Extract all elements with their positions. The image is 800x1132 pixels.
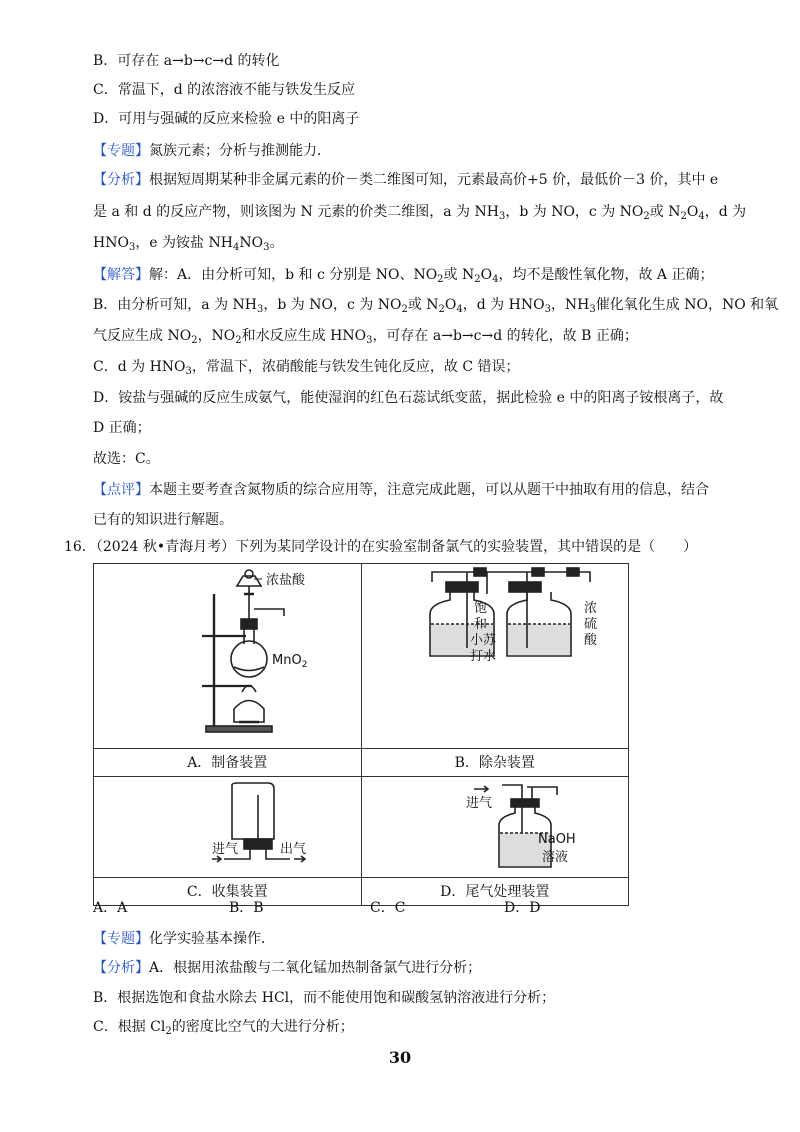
text-run: 解：A．由分析可知，b 和 c 分别是 NO、NO [149, 267, 438, 283]
text-run: ，d 为 [704, 204, 747, 220]
subscript: 3 [589, 304, 596, 315]
figure-d-cell [361, 777, 629, 878]
subscript: 2 [235, 335, 242, 346]
apparatus-table [93, 563, 629, 906]
answer-option-c: C．C [370, 900, 406, 916]
analysis-text: 根据短周期某种非金属元素的价－类二维图可知，元素最高价+5 价，最低价－3 价，其中 e [149, 172, 719, 188]
figure-b-caption: B．除杂装置 [361, 749, 629, 777]
figure-c-collection-apparatus [94, 777, 361, 873]
subscript: 4 [698, 211, 705, 222]
option-d: D．可用与强碱的反应来检验 e 中的阳离子 [93, 111, 360, 127]
label-gas-in: 进气 [212, 842, 239, 857]
answer-option-a: A．A [93, 900, 128, 916]
subscript: 3 [128, 242, 136, 253]
option-b: B．可存在 a→b→c→d 的转化 [93, 53, 280, 69]
subscript: 4 [456, 304, 463, 315]
subscript: 2 [165, 1026, 172, 1037]
figure-a-cell [94, 564, 362, 749]
solution-topic-tag: 【专题】 [93, 931, 149, 947]
text-run: HNO [93, 235, 129, 251]
text-run: ，均不是酸性氧化物，故 A 正确； [498, 267, 714, 283]
figure-a-generation-apparatus [94, 564, 361, 744]
answer-line-d2: D 正确； [93, 420, 151, 436]
text-run: ，NH [550, 297, 590, 313]
label-bottle1-line4: 打水 [469, 649, 496, 664]
analysis-line-3 [93, 233, 283, 253]
solution-analysis-line-b: B．根据选饱和食盐水除去 HCl，而不能使用饱和碳酸氢钠溶液进行分析； [93, 990, 556, 1006]
text-run: C．根据 Cl [93, 1019, 166, 1035]
subscript: 4 [232, 242, 240, 253]
answer-line-b1 [93, 295, 778, 315]
subscript: 3 [366, 335, 373, 346]
subscript: 2 [474, 274, 481, 285]
analysis-tag: 【分析】 [93, 172, 149, 188]
analysis-line-1 [93, 170, 718, 190]
figure-d-caption: D．尾气处理装置 [361, 878, 629, 906]
solution-analysis-line-a [93, 958, 481, 978]
text-run: 或 N [407, 297, 439, 313]
label-bottle1-line1: 饱 [473, 601, 487, 616]
text-run: 的密度比空气的大进行分析； [171, 1019, 354, 1035]
label-bottle2-line3: 酸 [583, 633, 597, 648]
subscript: 3 [498, 211, 506, 222]
page-number: 30 [388, 1048, 412, 1067]
text-run: ，NO [197, 328, 236, 344]
label-bottle2-line1: 浓 [583, 601, 597, 616]
label-mno2-main: MnO [272, 653, 302, 668]
figure-c-cell [94, 777, 362, 878]
text-run: C．d 为 HNO [93, 359, 186, 375]
answer-line-c [93, 357, 520, 377]
text-run: ，b 为 NO，c 为 NO [263, 297, 402, 313]
text-run: O [686, 204, 699, 220]
text-run: ，d 为 HNO [462, 297, 545, 313]
label-d-gas-in: 进气 [465, 796, 492, 811]
choose-line: 故选：C。 [93, 451, 160, 467]
subscript: 3 [257, 304, 264, 315]
subscript: 2 [643, 211, 650, 222]
subscript: 2 [438, 304, 445, 315]
text-run: 或 N [649, 204, 681, 220]
text-run: 和水反应生成 HNO [241, 328, 367, 344]
answer-line-a [93, 265, 714, 285]
question-line [64, 537, 697, 557]
solution-analysis-a: A．根据用浓盐酸与二氧化锰加热制备氯气进行分析； [149, 960, 482, 976]
option-c: C．常温下，d 的浓溶液不能与铁发生反应 [93, 82, 356, 98]
answer-line-d1: D．铵盐与强碱的反应生成氨气，能使湿润的红色石蕊试纸变蓝，据此检验 e 中的阳离子铵根离子，故 [93, 390, 724, 406]
subscript: 3 [185, 366, 192, 377]
label-bottle2-line2: 硫 [583, 617, 597, 632]
text-run: B．由分析可知，a 为 NH [93, 297, 257, 313]
figure-b-cell [361, 564, 629, 749]
figure-b-purification-apparatus [362, 564, 629, 744]
subscript: 2 [401, 304, 408, 315]
question-text: （2024 秋•青海月考）下列为某同学设计的在实验室制备氯气的实验装置，其中错误的是（ ） [95, 539, 698, 555]
label-solution: 溶液 [541, 850, 568, 865]
solution-topic: 化学实验基本操作． [149, 931, 275, 947]
comment-tag: 【点评】 [93, 482, 149, 498]
topic-tag: 【专题】 [93, 143, 149, 159]
answer-tag: 【解答】 [93, 267, 149, 283]
comment-text: 本题主要考查含氮物质的综合应用等，注意完成此题，可以从题干中抽取有用的信息，结合 [149, 482, 709, 498]
subscript: 4 [492, 274, 499, 285]
text-run: 催化氧化生成 NO，NO 和氧 [595, 297, 779, 313]
subscript: 2 [680, 211, 687, 222]
label-bottle1-line2: 和 [473, 617, 487, 632]
text-run: 是 a 和 d 的反应产物，则该图为 N 元素的价类二维图，a 为 NH [93, 204, 499, 220]
text-run: ，可存在 a→b→c→d 的转化，故 B 正确； [372, 328, 638, 344]
subscript: 2 [191, 335, 198, 346]
comment-line-1 [93, 480, 709, 500]
text-run: 。 [269, 235, 284, 251]
text-run: 气反应生成 NO [93, 328, 192, 344]
answer-option-b: B．B [229, 900, 264, 916]
text-run: ，e 为铵盐 NH [135, 235, 233, 251]
label-bottle1-line3: 小苏 [469, 633, 496, 648]
label-conc-hcl: 浓盐酸 [266, 573, 306, 588]
solution-analysis-line-c [93, 1017, 354, 1037]
label-mno2-sub: 2 [301, 660, 308, 670]
subscript: 2 [437, 274, 444, 285]
figure-d-tail-gas-apparatus [362, 777, 629, 873]
solution-analysis-tag: 【分析】 [93, 960, 149, 976]
label-naoh: NaOH [537, 832, 576, 847]
topic-text: 氮族元素；分析与推测能力． [149, 143, 331, 159]
comment-line-2: 已有的知识进行解题。 [93, 512, 233, 528]
question-number: 16． [64, 539, 96, 555]
topic-line [93, 141, 331, 161]
subscript: 3 [263, 242, 270, 253]
label-gas-out: 出气 [280, 842, 307, 857]
figure-c-caption: C．收集装置 [94, 878, 362, 906]
subscript: 3 [544, 304, 551, 315]
text-run: O [480, 267, 493, 283]
answer-line-b2 [93, 326, 638, 346]
solution-topic-line [93, 929, 275, 949]
text-run: O [444, 297, 457, 313]
label-mno2 [272, 653, 307, 670]
figure-a-caption: A．制备装置 [94, 749, 362, 777]
answer-option-d: D．D [504, 900, 541, 916]
text-run: 或 N [443, 267, 475, 283]
analysis-line-2 [93, 202, 746, 222]
text-run: NO [239, 235, 264, 251]
text-run: ，b 为 NO，c 为 NO [505, 204, 644, 220]
text-run: ，常温下，浓硝酸能与铁发生钝化反应，故 C 错误； [191, 359, 520, 375]
